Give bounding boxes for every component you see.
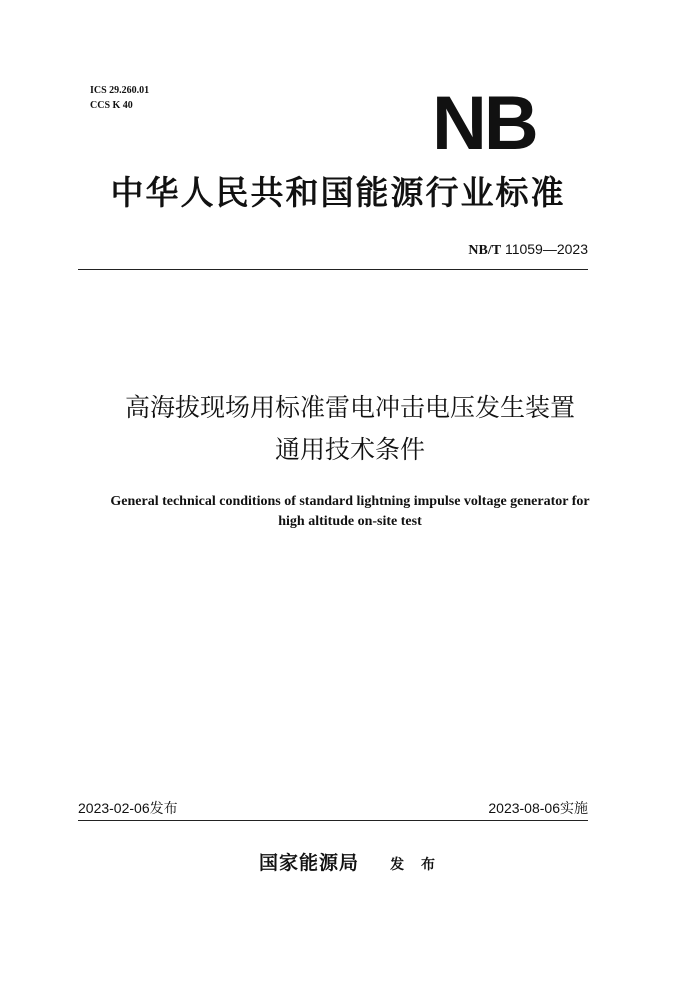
- standard-number-value: 11059—2023: [504, 241, 588, 257]
- organization-title: 中华人民共和国能源行业标准: [110, 173, 566, 212]
- title-en-line1: General technical conditions of standard lightning impulse voltage generator for: [110, 494, 590, 509]
- title-en-line2: high altitude on-site test: [278, 514, 422, 529]
- ics-code: ICS 29.260.01: [90, 85, 150, 96]
- footer-divider: [78, 820, 588, 821]
- classification-codes: [90, 83, 149, 113]
- implementation-date: 2023-08-06实施: [488, 800, 588, 816]
- issuer-action: 发 布: [390, 857, 441, 873]
- title-cn-line1: 高海拔现场用标准雷电冲击电压发生装置: [124, 393, 575, 422]
- title-cn-line2: 通用技术条件: [274, 435, 425, 464]
- issuer-organization: 国家能源局: [259, 852, 360, 874]
- header-divider: [78, 269, 588, 270]
- issue-date: 2023-02-06发布: [78, 800, 178, 816]
- standard-number-prefix: NB/T: [468, 243, 502, 258]
- standard-number: [468, 240, 588, 260]
- issuer: [60, 848, 640, 875]
- ccs-code: CCS K 40: [90, 100, 133, 111]
- standard-logo: NB: [432, 81, 536, 166]
